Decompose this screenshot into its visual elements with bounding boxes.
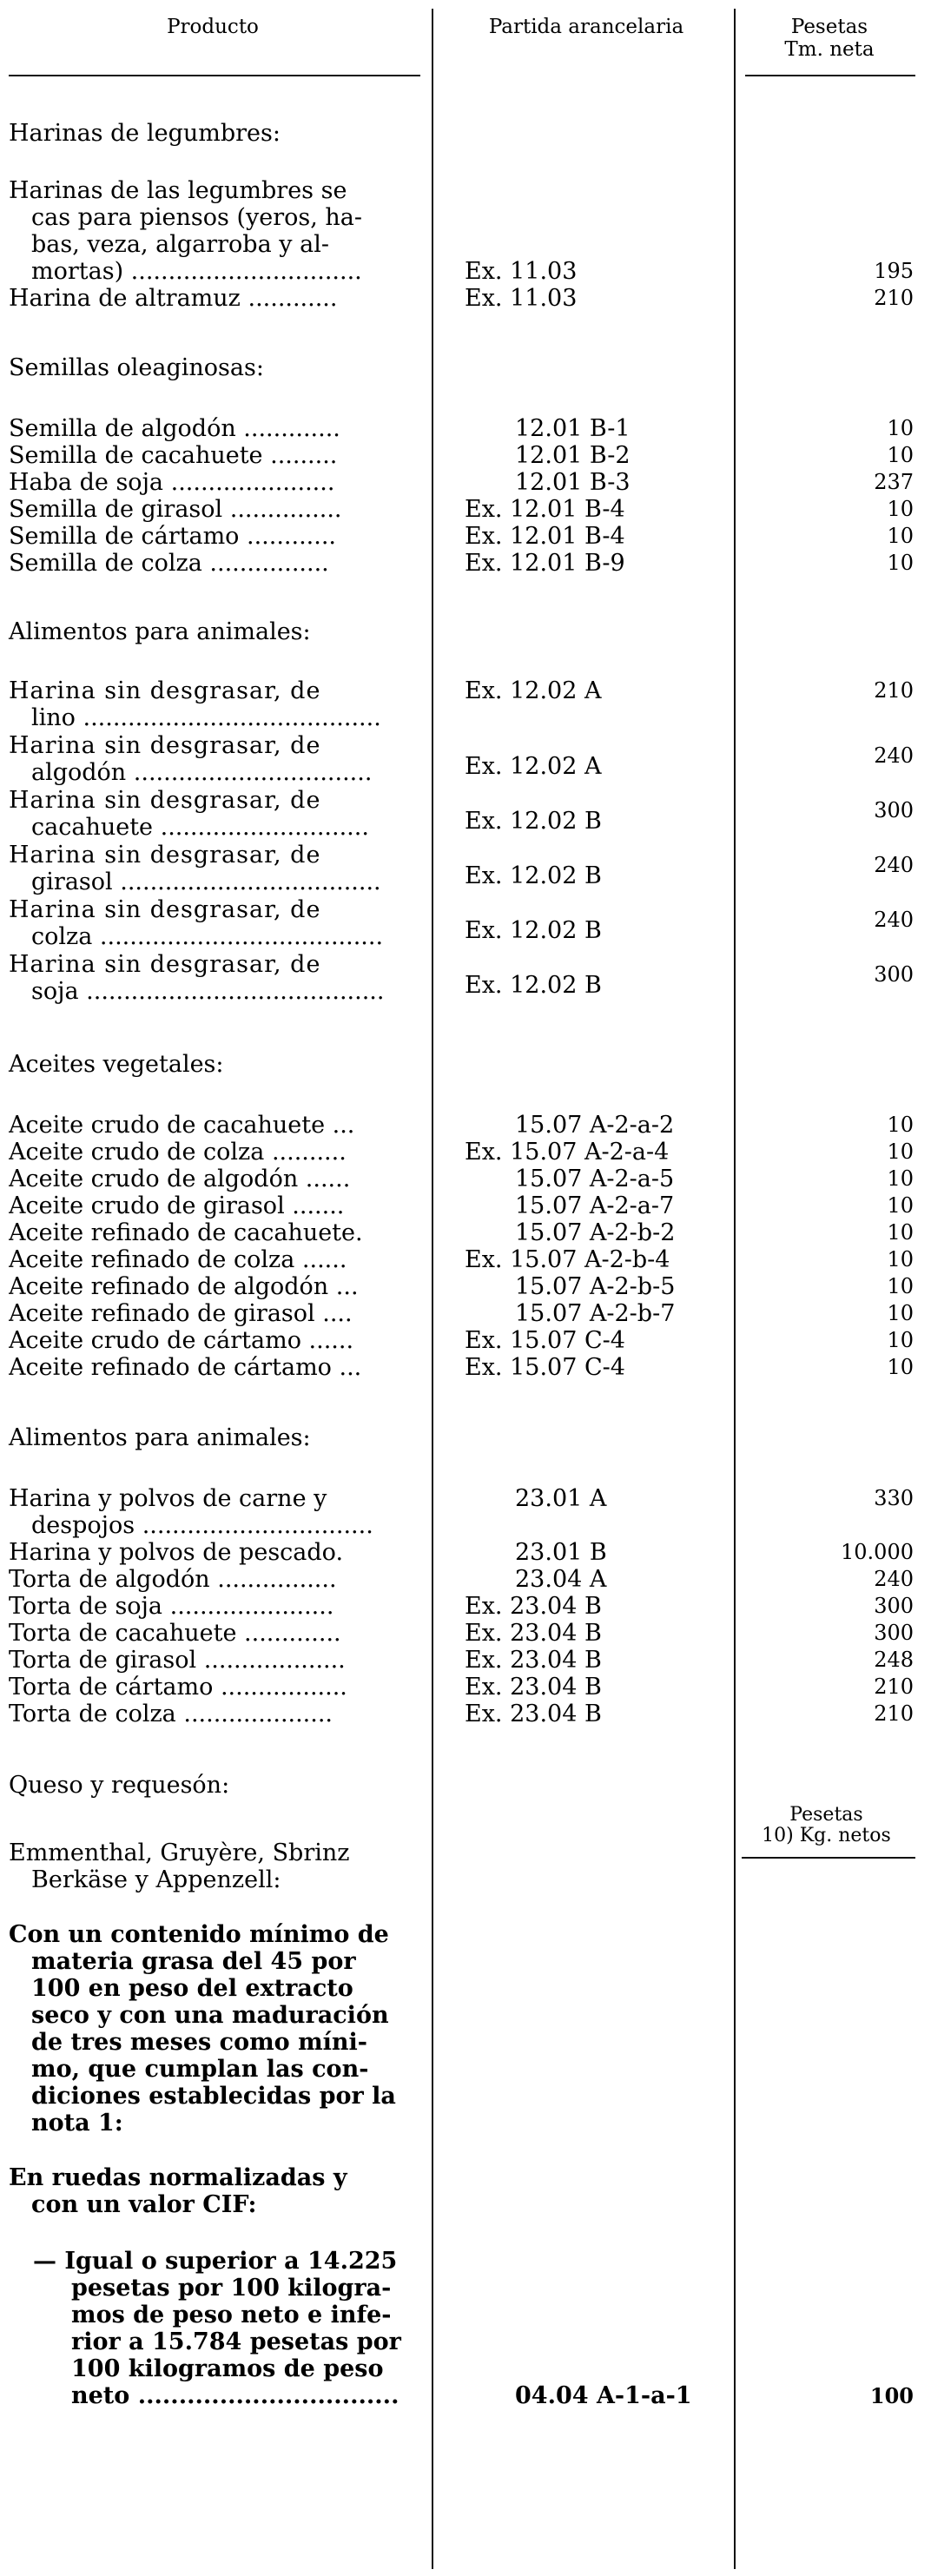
product-line: Aceite crudo de colza .......... [9, 1139, 347, 1166]
product-line: Aceite crudo de girasol ....... [9, 1192, 345, 1219]
row-value: 240 [874, 1567, 914, 1591]
row-code: Ex. 12.02 B [465, 808, 602, 835]
row-value: 10 [887, 497, 914, 521]
row-value: 248 [874, 1648, 914, 1672]
para-line: Con un contenido mínimo de [9, 1921, 389, 1948]
para-line: — Igual o superior a 14.225 [33, 2248, 398, 2275]
product-line: Aceite refinado de algodón ... [9, 1273, 359, 1300]
row-product [9, 677, 427, 731]
row-product [9, 732, 427, 786]
row-product [9, 1300, 427, 1327]
row-product [9, 285, 427, 312]
row-value: 10 [887, 1328, 914, 1352]
product-line: Harina y polvos de pescado. [9, 1539, 344, 1566]
row-value: 100 [869, 2383, 914, 2408]
row-product [9, 442, 427, 469]
row-product [9, 1647, 427, 1674]
header-pesetas [747, 16, 912, 61]
row-product [9, 1674, 427, 1701]
section-alimentos-animales-2: Alimentos para animales: [9, 1424, 311, 1451]
product-line: Harina sin desgrasar, de [9, 842, 321, 869]
row-code: Ex. 15.07 C-4 [465, 1354, 625, 1381]
product-line: Aceite refinado de cártamo ... [9, 1354, 362, 1381]
row-value: 240 [874, 908, 914, 932]
para-line: mo, que cumplan las con- [31, 2056, 369, 2083]
row-code: 12.01 B-1 [515, 415, 631, 442]
row-value: 210 [874, 1674, 914, 1699]
row-value: 10 [887, 1355, 914, 1379]
row-code: Ex. 12.02 B [465, 972, 602, 999]
row-product [9, 1246, 427, 1273]
row-code: 23.01 B [515, 1539, 607, 1566]
row-product [9, 469, 427, 496]
cheese-ruedas [9, 2164, 347, 2218]
row-product [9, 896, 427, 950]
row-code: 23.04 A [515, 1566, 607, 1593]
product-line: Semilla de cártamo ............ [9, 523, 337, 550]
row-code: 15.07 A-2-b-2 [515, 1219, 676, 1246]
product-line: bas, veza, algarroba y al- [31, 231, 329, 258]
row-product [9, 1354, 427, 1381]
row-code: 15.07 A-2-a-7 [515, 1192, 675, 1219]
row-value: 195 [874, 259, 914, 283]
row-value: 10 [887, 1274, 914, 1298]
product-line: cacahuete ............................ [31, 814, 369, 841]
row-value: 10 [887, 1166, 914, 1191]
row-code: Ex. 12.02 B [465, 917, 602, 944]
row-code: Ex. 12.02 A [465, 753, 602, 780]
row-value: 300 [874, 962, 914, 987]
row-code: 15.07 A-2-a-2 [515, 1112, 675, 1139]
row-product [9, 1539, 427, 1566]
column-divider-1 [432, 9, 433, 2569]
product-line: girasol ................................... [31, 869, 381, 895]
row-value: 10 [887, 1247, 914, 1271]
row-value: 300 [874, 1594, 914, 1618]
product-line: mortas) ............................... [31, 258, 362, 285]
product-line: Semilla de cacahuete ......... [9, 442, 338, 469]
product-line: Harinas de las legumbres se [9, 177, 347, 204]
row-code: Ex. 23.04 B [465, 1701, 602, 1727]
row-value: 300 [874, 798, 914, 822]
para-line: Emmenthal, Gruyère, Sbrinz [9, 1840, 350, 1866]
product-line: Harina y polvos de carne y [9, 1485, 327, 1512]
subheader-rule [742, 1857, 915, 1859]
product-line: Aceite crudo de algodón ...... [9, 1166, 351, 1192]
product-line: Harina sin desgrasar, de [9, 732, 321, 759]
para-line: neto ................................ [71, 2382, 399, 2409]
row-product [9, 1620, 427, 1647]
product-line: Aceite refinado de colza ...... [9, 1246, 347, 1273]
product-line: Haba de soja ...................... [9, 469, 335, 496]
row-product [9, 1701, 427, 1727]
para-line: de tres meses como míni- [31, 2029, 368, 2056]
para-line: nota 1: [31, 2110, 123, 2137]
product-line: Semilla de girasol ............... [9, 496, 342, 523]
row-value: 300 [874, 1621, 914, 1645]
row-code: Ex. 15.07 C-4 [465, 1327, 625, 1354]
cheese-condition [9, 1921, 396, 2137]
row-product [9, 951, 427, 1005]
row-product [9, 496, 427, 523]
row-code: Ex. 23.04 B [465, 1593, 602, 1620]
row-value: 330 [874, 1486, 914, 1510]
row-code: Ex. 15.07 A-2-a-4 [465, 1139, 670, 1166]
product-line: Harina sin desgrasar, de [9, 677, 321, 704]
para-line: En ruedas normalizadas y [9, 2164, 347, 2191]
row-code: 12.01 B-3 [515, 469, 631, 496]
row-code: Ex. 12.01 B-4 [465, 523, 625, 550]
row-product [9, 1219, 427, 1246]
product-line: Harina sin desgrasar, de [9, 896, 321, 923]
row-code: Ex. 12.01 B-4 [465, 496, 625, 523]
row-product [9, 1485, 427, 1539]
product-line: Aceite crudo de cártamo ...... [9, 1327, 354, 1354]
row-code: Ex. 23.04 B [465, 1647, 602, 1674]
header-pesetas-line1: Pesetas [790, 16, 868, 38]
header-rule-2 [745, 75, 915, 76]
product-line: Torta de girasol ................... [9, 1647, 346, 1674]
product-line: lino ........................................ [31, 704, 381, 731]
row-product [9, 1566, 427, 1593]
product-line: Torta de cacahuete ............. [9, 1620, 341, 1647]
row-value: 10 [887, 1193, 914, 1218]
section-aceites: Aceites vegetales: [9, 1051, 224, 1078]
row-code: Ex. 15.07 A-2-b-4 [465, 1246, 670, 1273]
row-product [9, 1139, 427, 1166]
row-product [9, 842, 427, 895]
row-value: 240 [874, 743, 914, 768]
row-product [9, 177, 427, 285]
row-value: 10 [887, 524, 914, 548]
row-code: Ex. 12.02 B [465, 862, 602, 889]
para-line: diciones establecidas por la [31, 2083, 396, 2110]
row-code: Ex. 23.04 B [465, 1674, 602, 1701]
row-value: 240 [874, 853, 914, 877]
row-product [9, 1593, 427, 1620]
para-line: materia grasa del 45 por [31, 1948, 356, 1975]
cheese-varieties [9, 1840, 350, 1893]
product-line: Torta de algodón ................ [9, 1566, 337, 1593]
header-pesetas-line2: Tm. neta [784, 38, 875, 61]
row-value: 10 [887, 443, 914, 467]
section-semillas: Semillas oleaginosas: [9, 354, 264, 381]
row-value: 10 [887, 1220, 914, 1245]
subheader-line1: Pesetas [789, 1804, 863, 1826]
para-line: rior a 15.784 pesetas por [71, 2328, 401, 2355]
row-code: Ex. 23.04 B [465, 1620, 602, 1647]
product-line: Harina de altramuz ............ [9, 285, 338, 312]
row-product [9, 550, 427, 577]
para-line: 100 kilogramos de peso [71, 2355, 384, 2382]
row-product [9, 523, 427, 550]
product-line: cas para piensos (yeros, ha- [31, 204, 363, 231]
row-value: 10 [887, 1113, 914, 1137]
header-rule-1 [9, 75, 420, 76]
para-line: pesetas por 100 kilogra- [71, 2275, 392, 2302]
row-product [9, 1273, 427, 1300]
row-value: 237 [874, 470, 914, 494]
product-line: Torta de soja ...................... [9, 1593, 334, 1620]
product-line: despojos ............................... [31, 1512, 373, 1539]
row-value: 10.000 [841, 1540, 914, 1564]
product-line: Aceite refinado de cacahuete. [9, 1219, 363, 1246]
product-line: Harina sin desgrasar, de [9, 951, 321, 978]
row-code: 04.04 A-1-a-1 [515, 2382, 692, 2409]
row-value: 10 [887, 1301, 914, 1325]
product-line: soja ........................................ [31, 978, 385, 1005]
subheader-line2: 10) Kg. netos [762, 1825, 891, 1846]
row-code: 12.01 B-2 [515, 442, 631, 469]
row-product [9, 1192, 427, 1219]
product-line: Aceite crudo de cacahuete ... [9, 1112, 355, 1139]
product-line: Semilla de colza ................ [9, 550, 329, 577]
para-line: con un valor CIF: [31, 2191, 257, 2218]
row-value: 210 [874, 1701, 914, 1726]
product-line: algodón ................................ [31, 759, 373, 786]
row-code: 15.07 A-2-a-5 [515, 1166, 675, 1192]
para-line: Berkäse y Appenzell: [31, 1866, 281, 1893]
row-value: 10 [887, 1139, 914, 1164]
section-queso: Queso y requesón: [9, 1772, 230, 1799]
row-product [9, 1112, 427, 1139]
row-value: 210 [874, 286, 914, 310]
row-product [9, 415, 427, 442]
para-line: seco y con una maduración [31, 2002, 389, 2029]
row-product [9, 1327, 427, 1354]
section-alimentos-animales: Alimentos para animales: [9, 618, 311, 645]
product-line: Torta de colza .................... [9, 1701, 333, 1727]
para-line: 100 en peso del extracto [31, 1975, 353, 2002]
product-line: colza ...................................... [31, 923, 384, 950]
cheese-cif [9, 2248, 401, 2409]
row-code: Ex. 11.03 [465, 258, 578, 285]
row-product [9, 787, 427, 841]
para-line: mos de peso neto e infe- [71, 2302, 392, 2328]
header-producto: Producto [167, 16, 259, 38]
row-code: 15.07 A-2-b-7 [515, 1300, 676, 1327]
row-value: 10 [887, 551, 914, 575]
header-partida: Partida arancelaria [488, 16, 684, 38]
row-value: 210 [874, 678, 914, 703]
row-code: Ex. 12.02 A [465, 677, 602, 704]
row-code: Ex. 11.03 [465, 285, 578, 312]
row-code: 23.01 A [515, 1485, 607, 1512]
product-line: Torta de cártamo ................. [9, 1674, 347, 1701]
section-harinas-legumbres: Harinas de legumbres: [9, 120, 281, 147]
row-code: Ex. 12.01 B-9 [465, 550, 625, 577]
product-line: Aceite refinado de girasol .... [9, 1300, 353, 1327]
row-product [9, 1166, 427, 1192]
subheader-pesetas-100kg [737, 1805, 915, 1846]
row-value: 10 [887, 416, 914, 440]
product-line: Semilla de algodón ............. [9, 415, 340, 442]
row-code: 15.07 A-2-b-5 [515, 1273, 676, 1300]
product-line: Harina sin desgrasar, de [9, 787, 321, 814]
